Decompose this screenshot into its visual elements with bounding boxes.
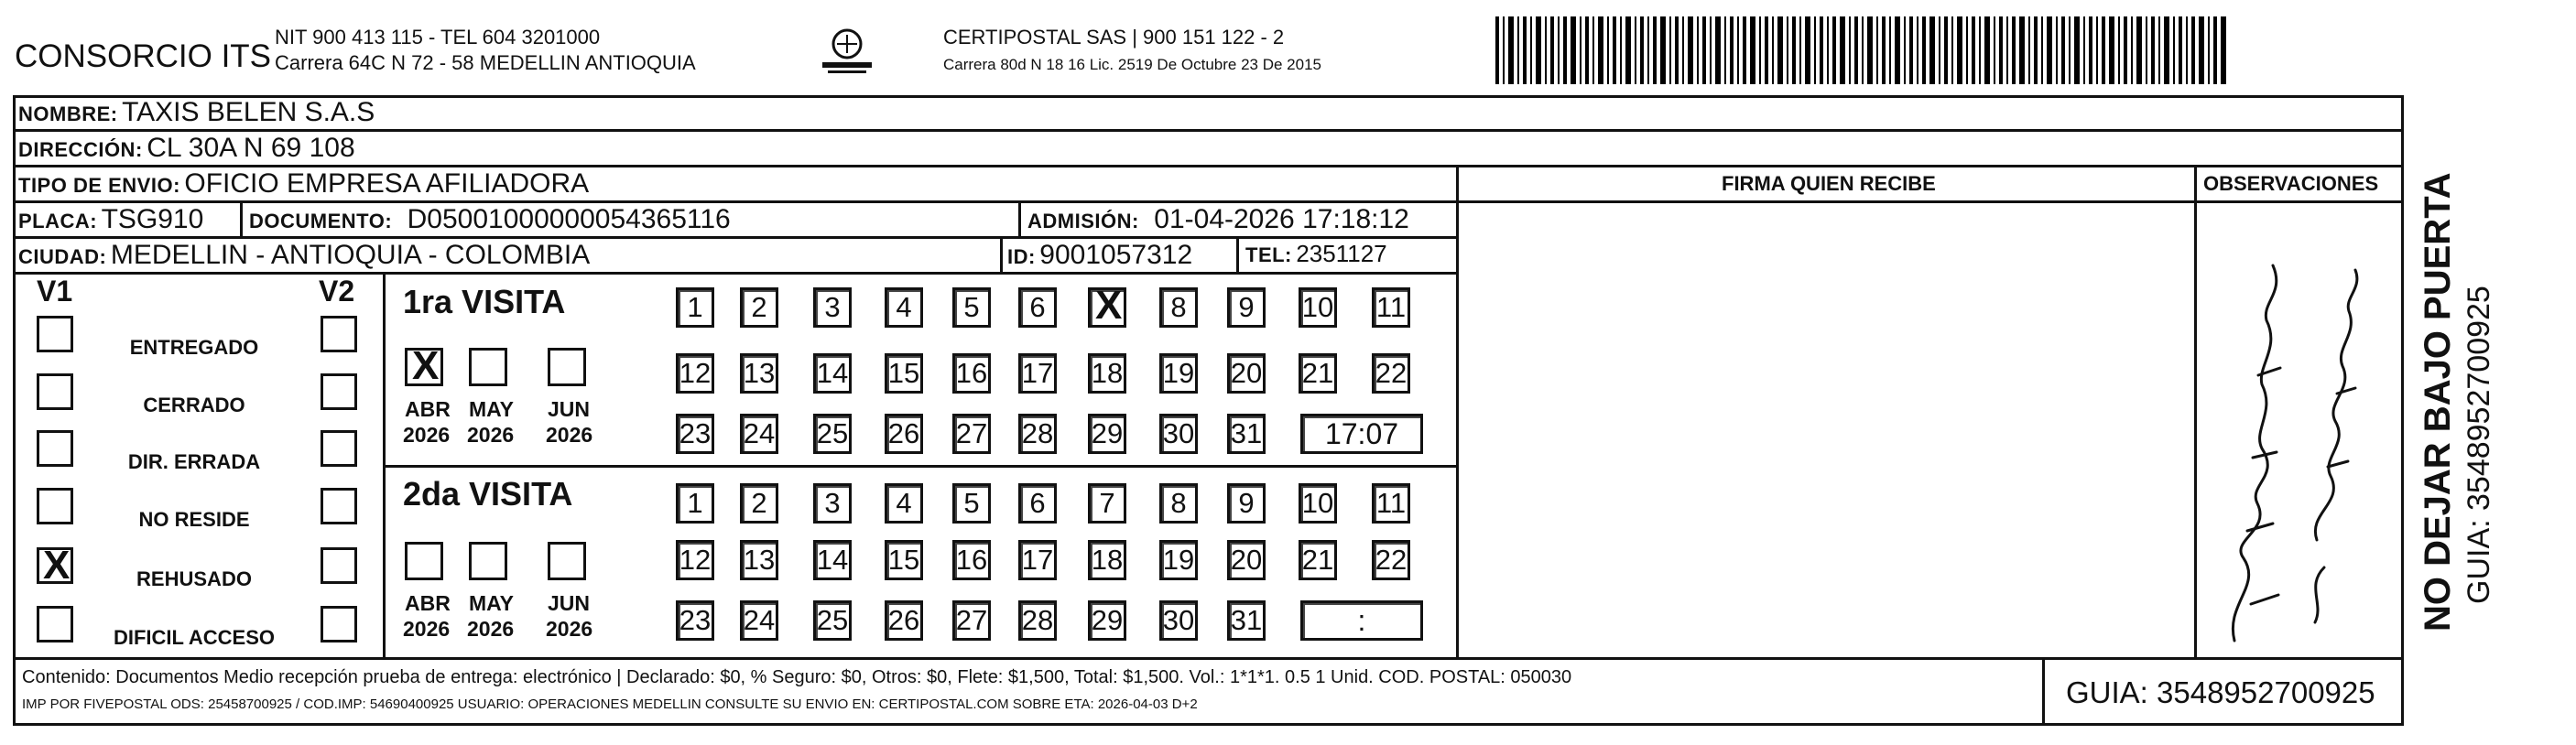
status-label: NO RESIDE <box>138 508 250 531</box>
day-box[interactable]: 16 <box>952 540 991 580</box>
month-label: MAY <box>469 591 514 615</box>
day-box[interactable]: 19 <box>1159 540 1198 580</box>
month-label: ABR <box>405 397 451 421</box>
row-line-1 <box>13 129 2403 132</box>
day-box[interactable]: 2 <box>740 483 778 524</box>
footer-guia: GUIA: 3548952700925 <box>2066 675 2375 709</box>
document-value: D05001000000054365116 <box>407 204 731 234</box>
month-checkbox[interactable] <box>469 542 507 580</box>
status-v1-checkbox[interactable] <box>37 488 73 524</box>
status-label: DIFICIL ACCESO <box>113 626 275 649</box>
check-mark-icon: X <box>1095 283 1123 328</box>
day-box[interactable]: 26 <box>885 600 923 641</box>
month-label: JUN <box>548 397 591 421</box>
city-cell <box>18 242 590 269</box>
day-box[interactable]: 9 <box>1227 287 1266 328</box>
day-box[interactable]: 24 <box>740 414 778 454</box>
frame-left <box>13 95 16 725</box>
year-label: 2026 <box>403 617 451 641</box>
v2-label: V2 <box>319 275 355 308</box>
col-plate-sep <box>240 200 243 237</box>
status-v2-checkbox[interactable] <box>321 430 357 467</box>
year-label: 2026 <box>403 423 451 447</box>
address-row <box>18 135 355 162</box>
day-box[interactable]: 11 <box>1372 483 1410 524</box>
side-warning: NO DEJAR BAJO PUERTA <box>2418 172 2458 632</box>
visit2-title: 2da VISITA <box>403 475 573 513</box>
time-box[interactable]: : <box>1300 600 1423 641</box>
day-box[interactable]: 28 <box>1018 600 1057 641</box>
status-v1-checkbox[interactable] <box>37 373 73 410</box>
id-label: ID: <box>1007 245 1036 268</box>
status-label: ENTREGADO <box>129 336 259 359</box>
day-box[interactable]: 8 <box>1159 483 1198 524</box>
day-box[interactable]: 17 <box>1018 540 1057 580</box>
check-mark-icon: X <box>43 543 71 588</box>
admission-cell <box>1027 206 1409 233</box>
col-signature-left <box>1456 165 1459 659</box>
tel-cell <box>1245 242 1387 265</box>
visit-divider-mid <box>383 465 1458 468</box>
day-box[interactable]: 6 <box>1018 287 1057 328</box>
status-label: DIR. ERRADA <box>127 450 261 473</box>
year-label: 2026 <box>467 617 515 641</box>
recipient-address: CL 30A N 69 108 <box>147 133 355 163</box>
status-v1-checkbox[interactable] <box>37 316 73 352</box>
day-box[interactable]: 29 <box>1088 414 1126 454</box>
observations-header: OBSERVACIONES <box>2203 172 2379 195</box>
address-label: DIRECCIÓN: <box>18 138 143 161</box>
day-box[interactable]: 29 <box>1088 600 1126 641</box>
signature-header-line <box>1456 200 2403 203</box>
day-box[interactable]: 3 <box>813 483 852 524</box>
month-label: ABR <box>405 591 451 615</box>
certipostal-logo-icon <box>815 26 879 77</box>
name-row <box>18 99 375 126</box>
day-box[interactable]: 13 <box>740 540 778 580</box>
row-line-5 <box>13 272 1458 275</box>
day-box[interactable]: 27 <box>952 414 991 454</box>
month-checkbox[interactable] <box>548 348 586 386</box>
day-box[interactable]: 31 <box>1227 600 1266 641</box>
day-box[interactable]: 28 <box>1018 414 1057 454</box>
col-tel-sep <box>1236 236 1239 273</box>
day-box[interactable]: 15 <box>885 353 923 394</box>
day-box[interactable]: 5 <box>952 483 991 524</box>
day-box[interactable]: 25 <box>813 414 852 454</box>
month-label: JUN <box>548 591 591 615</box>
day-box[interactable]: 30 <box>1159 600 1198 641</box>
type-row <box>18 170 589 198</box>
year-label: 2026 <box>546 423 593 447</box>
day-box[interactable]: 15 <box>885 540 923 580</box>
status-v1-checkbox[interactable] <box>37 430 73 467</box>
footer-print-info: IMP POR FIVEPOSTAL ODS: 25458700925 / COD.IMP: 54690400925 USUARIO: OPERACIONES MEDELLIN CONSULTE SU ENVIO EN: CERTIPOSTAL.COM SOBRE ETA: 2026-04-03 D+2 <box>22 696 1198 712</box>
handwritten-observations <box>2207 238 2390 650</box>
day-box[interactable]: 26 <box>885 414 923 454</box>
day-box[interactable]: 1 <box>676 287 714 328</box>
barcode <box>1495 16 2228 84</box>
status-label: REHUSADO <box>136 567 252 590</box>
month-checkbox[interactable] <box>548 542 586 580</box>
status-v2-checkbox[interactable] <box>321 373 357 410</box>
col-admission-sep <box>1018 200 1021 237</box>
status-v2-checkbox[interactable] <box>321 547 357 584</box>
month-label: MAY <box>469 397 514 421</box>
plate-label: PLACA: <box>18 210 98 232</box>
day-box[interactable]: 16 <box>952 353 991 394</box>
document-cell <box>249 206 731 233</box>
company-address: Carrera 64C N 72 - 58 MEDELLIN ANTIOQUIA <box>275 51 696 74</box>
day-box[interactable]: 30 <box>1159 414 1198 454</box>
day-box[interactable]: 27 <box>952 600 991 641</box>
day-box[interactable]: 13 <box>740 353 778 394</box>
day-box[interactable]: 10 <box>1299 483 1337 524</box>
day-box[interactable]: 20 <box>1227 540 1266 580</box>
day-box[interactable]: 18 <box>1088 353 1126 394</box>
day-box[interactable]: 10 <box>1299 287 1337 328</box>
day-box[interactable]: 25 <box>813 600 852 641</box>
status-v2-checkbox[interactable] <box>321 316 357 352</box>
company-name: CONSORCIO ITS <box>15 38 272 74</box>
day-box[interactable]: 2 <box>740 287 778 328</box>
observations-text: Puerta cerrada / No recibe <box>2207 641 2218 642</box>
day-box[interactable]: 6 <box>1018 483 1057 524</box>
status-v1-checkbox[interactable] <box>37 606 73 642</box>
v1-label: V1 <box>37 275 73 308</box>
day-box[interactable]: 8 <box>1159 287 1198 328</box>
day-box[interactable]: 7 <box>1088 483 1126 524</box>
month-checkbox[interactable] <box>469 348 507 386</box>
signature-header: FIRMA QUIEN RECIBE <box>1722 172 1936 195</box>
day-box[interactable]: 24 <box>740 600 778 641</box>
year-label: 2026 <box>546 617 593 641</box>
day-box[interactable]: 1 <box>676 483 714 524</box>
row-line-4 <box>13 236 1458 239</box>
carrier-name: CERTIPOSTAL SAS | 900 151 122 - 2 <box>943 26 1285 49</box>
tel-value: 2351127 <box>1296 240 1387 267</box>
day-box[interactable]: 5 <box>952 287 991 328</box>
plate-value: TSG910 <box>101 204 204 234</box>
day-box[interactable]: 21 <box>1299 540 1337 580</box>
frame-bottom <box>13 723 2404 726</box>
carrier-address: Carrera 80d N 18 16 Lic. 2519 De Octubre 23 De 2015 <box>943 56 1321 73</box>
check-mark-icon: X <box>412 343 440 388</box>
status-v2-checkbox[interactable] <box>321 606 357 642</box>
month-checkbox[interactable] <box>405 542 443 580</box>
admission-label: ADMISIÓN: <box>1027 210 1139 232</box>
day-box[interactable]: 21 <box>1299 353 1337 394</box>
document-label: DOCUMENTO: <box>249 210 393 232</box>
tel-label: TEL: <box>1245 243 1292 266</box>
side-guia: GUIA: 3548952700925 <box>2462 286 2496 604</box>
day-box[interactable]: 14 <box>813 353 852 394</box>
visit1-title: 1ra VISITA <box>403 283 566 320</box>
day-box[interactable]: 9 <box>1227 483 1266 524</box>
day-box[interactable]: 4 <box>885 483 923 524</box>
day-box[interactable]: 11 <box>1372 287 1410 328</box>
day-box[interactable]: 12 <box>676 353 714 394</box>
company-nit: NIT 900 413 115 - TEL 604 3201000 <box>275 26 601 49</box>
day-box[interactable]: 31 <box>1227 414 1266 454</box>
day-box[interactable]: 4 <box>885 287 923 328</box>
day-box[interactable]: 3 <box>813 287 852 328</box>
day-box[interactable]: 23 <box>676 414 714 454</box>
name-label: NOMBRE: <box>18 103 118 125</box>
col-id-sep <box>1000 236 1003 273</box>
day-box[interactable]: 23 <box>676 600 714 641</box>
city-value: MEDELLIN - ANTIOQUIA - COLOMBIA <box>110 240 591 270</box>
row-line-2 <box>13 165 2403 167</box>
day-box[interactable]: 22 <box>1372 540 1410 580</box>
shipment-type: OFICIO EMPRESA AFILIADORA <box>184 168 590 199</box>
plate-cell <box>18 206 203 233</box>
id-value: 9001057312 <box>1039 240 1193 270</box>
day-box[interactable]: 12 <box>676 540 714 580</box>
day-box[interactable]: 18 <box>1088 540 1126 580</box>
status-v2-checkbox[interactable] <box>321 488 357 524</box>
col-footer-guia-left <box>2042 657 2045 725</box>
time-box[interactable]: 17:07 <box>1300 414 1423 454</box>
day-box[interactable]: 20 <box>1227 353 1266 394</box>
frame-right <box>2401 95 2404 725</box>
day-box[interactable]: 19 <box>1159 353 1198 394</box>
year-label: 2026 <box>467 423 515 447</box>
type-label: TIPO DE ENVIO: <box>18 174 180 197</box>
admission-value: 01-04-2026 17:18:12 <box>1154 204 1409 234</box>
day-box[interactable]: 22 <box>1372 353 1410 394</box>
city-label: CIUDAD: <box>18 245 107 268</box>
day-box[interactable]: 17 <box>1018 353 1057 394</box>
status-label: CERRADO <box>143 394 245 416</box>
col-observations-left <box>2194 165 2197 659</box>
footer-contents: Contenido: Documentos Medio recepción prueba de entrega: electrónico | Declarado: $0, % Seguro: $0, Otros: $0, Flete: $1,500, Total: $1,500. Vol.: 1*1*1. 0.5 1 Unid. COD. POSTAL: 050030 <box>22 667 1572 687</box>
day-box[interactable]: 14 <box>813 540 852 580</box>
id-cell <box>1007 242 1192 269</box>
recipient-name: TAXIS BELEN S.A.S <box>122 97 375 127</box>
